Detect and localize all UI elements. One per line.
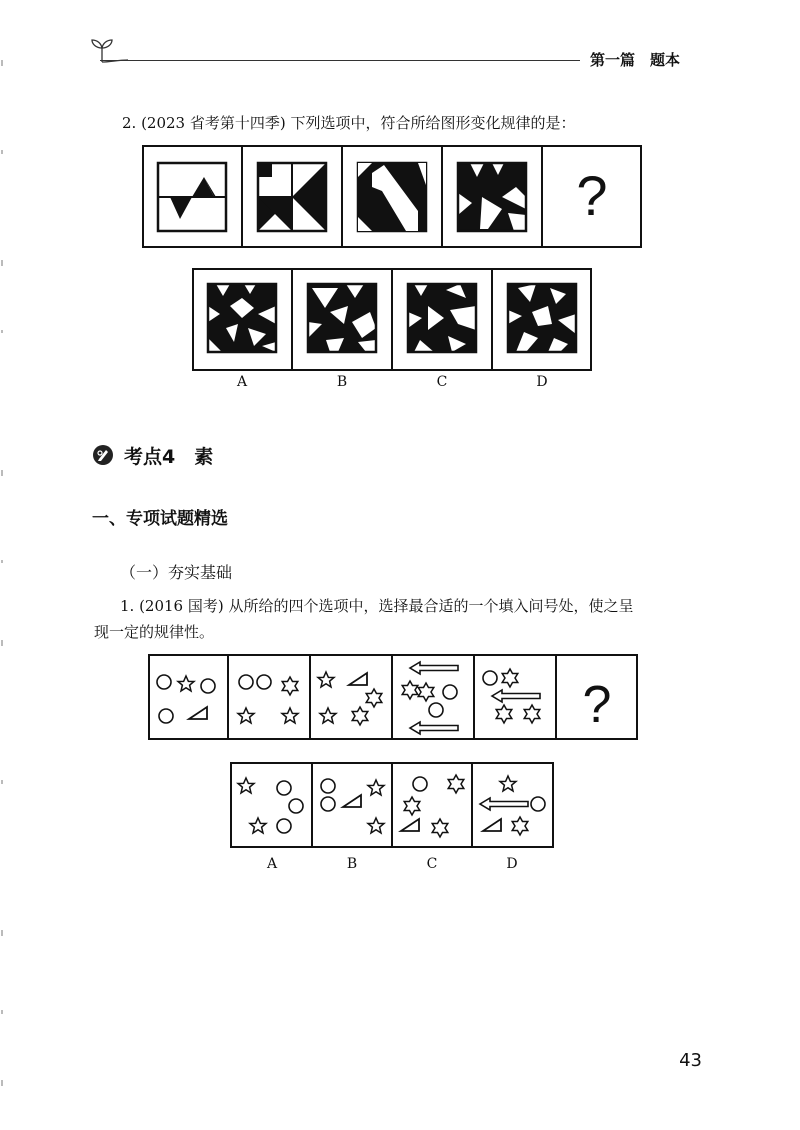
topic-title: 考点4 素 — [124, 446, 214, 468]
question-1-text-line2: 现一定的规律性。 — [94, 623, 215, 641]
q1-option-b-figure[interactable] — [321, 779, 384, 833]
q2-option-b-label[interactable]: B — [336, 374, 348, 390]
q2-panel-2 — [258, 163, 326, 231]
q1-option-d-figure[interactable] — [480, 776, 545, 835]
q1-question-mark: ? — [582, 676, 612, 734]
q2-option-c-label[interactable]: C — [436, 374, 448, 390]
section-title: 一、专项试题精选 — [92, 509, 228, 529]
q1-option-c-label[interactable]: C — [426, 856, 438, 872]
q2-panel-4 — [458, 163, 526, 231]
q2-option-a-label[interactable]: A — [236, 374, 248, 390]
question-1-options — [230, 762, 554, 848]
question-1-text-line1: 1. (2016 国考) 从所给的四个选项中，选择最合适的一个填入问号处，使之呈 — [120, 597, 634, 615]
q1-panel-4 — [402, 662, 458, 734]
question-2-text: 2. (2023 省考第十四季) 下列选项中，符合所给图形变化规律的是： — [122, 114, 576, 132]
scan-edge-marks — [0, 0, 8, 1130]
q2-panel-1 — [158, 163, 226, 231]
q2-option-d-label[interactable]: D — [536, 374, 548, 390]
question-1-sequence — [148, 654, 638, 740]
q2-option-b-figure[interactable] — [308, 284, 376, 352]
question-2-sequence — [142, 145, 642, 249]
header-rule — [100, 60, 580, 61]
subsection-title: （一）夯实基础 — [120, 563, 233, 582]
question-2-options — [192, 268, 592, 372]
q2-option-c-figure[interactable] — [408, 284, 476, 352]
q1-panel-3 — [318, 672, 382, 725]
q1-option-b-label[interactable]: B — [346, 856, 358, 872]
q1-option-a-label[interactable]: A — [266, 856, 278, 872]
q1-panel-1 — [157, 675, 215, 723]
q2-option-a-figure[interactable] — [208, 284, 276, 352]
page-number: 43 — [679, 1050, 702, 1071]
q1-option-c-figure[interactable] — [401, 775, 464, 837]
q1-option-a-figure[interactable] — [238, 778, 303, 833]
section-header: 第一篇 题本 — [590, 51, 681, 69]
q2-question-mark: ? — [576, 164, 608, 227]
q2-option-d-figure[interactable] — [508, 284, 576, 352]
q1-panel-5 — [483, 669, 540, 723]
q2-panel-3 — [358, 163, 426, 231]
q1-option-d-label[interactable]: D — [506, 856, 518, 872]
q1-panel-2 — [238, 675, 298, 723]
pen-badge-icon — [92, 444, 114, 466]
